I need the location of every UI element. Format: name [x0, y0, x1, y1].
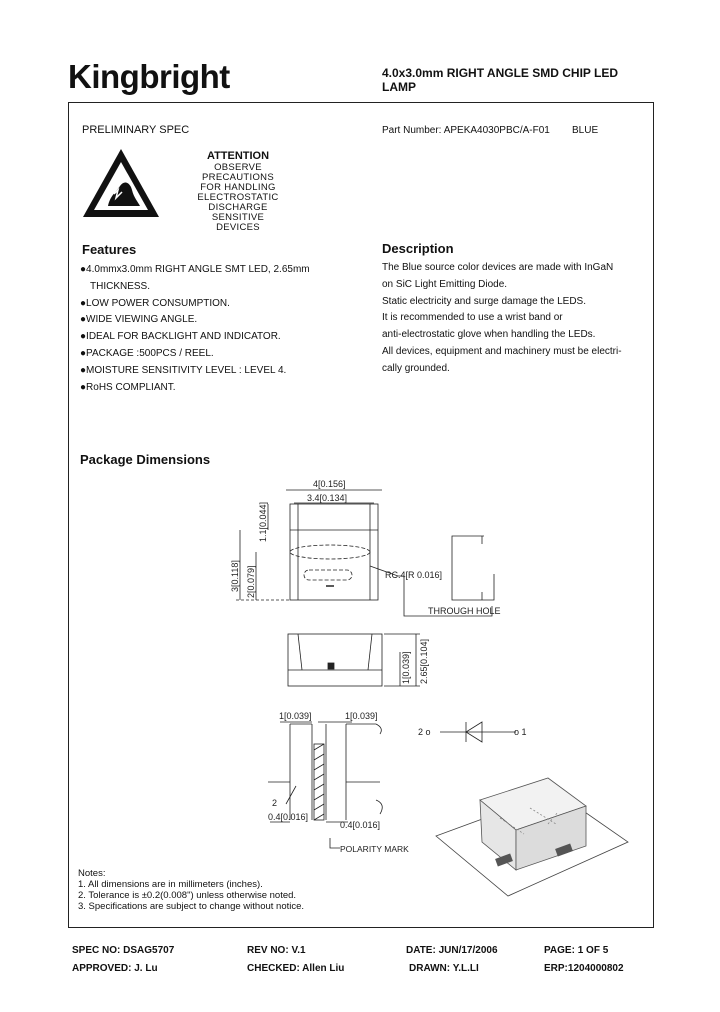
preliminary-spec-label: PRELIMINARY SPEC	[82, 124, 190, 136]
note-item: 2. Tolerance is ±0.2(0.008") unless otherwise noted.	[78, 890, 297, 901]
features-heading: Features	[82, 242, 137, 257]
description-line: The Blue source color devices are made with InGaN	[382, 262, 614, 273]
description-line: on SiC Light Emitting Diode.	[382, 278, 508, 290]
attention-line: OBSERVE PRECAUTIONS	[202, 162, 274, 183]
feature-item: ●IDEAL FOR BACKLIGHT AND INDICATOR.	[80, 331, 281, 343]
dim-label-thickness: 2.65[0.104]	[419, 638, 429, 684]
feature-item: ●PACKAGE :500PCS / REEL.	[80, 347, 214, 359]
dim-label-inner-width: 3.4[0.134]	[307, 493, 348, 503]
dim-label-width: 4[0.156]	[313, 479, 346, 489]
pin-1-label: o 1	[514, 727, 527, 737]
revision-number: REV NO: V.1	[247, 945, 306, 956]
description-line: It is recommended to use a wrist band or	[382, 312, 563, 324]
approved-by: APPROVED: J. Lu	[72, 963, 158, 974]
title-line-1: 4.0x3.0mm RIGHT ANGLE SMD CHIP LED	[382, 66, 619, 80]
attention-line: SENSITIVE	[211, 212, 265, 223]
description-line: All devices, equipment and machinery must be electri-	[382, 345, 622, 357]
feature-item: ●RoHS COMPLIANT.	[80, 381, 176, 393]
package-dimensions-heading: Package Dimensions	[80, 452, 211, 467]
part-number: Part Number: APEKA4030PBC/A-F01	[382, 125, 550, 136]
page-number: PAGE: 1 OF 5	[544, 945, 609, 956]
note-item: 3. Specifications are subject to change without notice.	[78, 901, 305, 912]
dim-label-radius: RC.4[R 0.016]	[385, 570, 443, 580]
through-hole-label: THROUGH HOLE	[428, 606, 501, 616]
attention-title: ATTENTION	[206, 150, 270, 162]
attention-line: FOR HANDLING	[200, 182, 276, 193]
dim-label-height: 3[0.118]	[230, 560, 240, 592]
feature-item: ●WIDE VIEWING ANGLE.	[80, 314, 198, 326]
polarity-mark-label: POLARITY MARK	[340, 844, 409, 854]
dim-label-pad-width-2: 1[0.039]	[345, 711, 378, 721]
dim-label-pad-width: 1[0.039]	[279, 711, 312, 721]
dim-label-pad-spacing: 2	[272, 798, 278, 808]
kingbright-logo: Kingbright	[68, 58, 230, 95]
notes-title: Notes:	[78, 868, 106, 879]
drawn-by: DRAWN: Y.L.LI	[409, 963, 479, 974]
erp-number: ERP:1204000802	[544, 963, 624, 974]
notes-block	[78, 868, 304, 912]
spec-number: SPEC NO: DSAG5707	[72, 945, 175, 956]
dim-label-gap-left: 0.4[0.016]	[268, 812, 309, 822]
feature-item: ●LOW POWER CONSUMPTION.	[80, 297, 230, 309]
description-line: anti-electrostatic glove when handling the LEDs.	[382, 329, 596, 341]
description-line: Static electricity and surge damage the LEDS.	[382, 295, 586, 307]
feature-item: ●MOISTURE SENSITIVITY LEVEL : LEVEL 4.	[80, 364, 287, 376]
led-3d-illustration	[436, 778, 628, 896]
pin-2-label: 2 o	[418, 727, 431, 737]
part-color: BLUE	[572, 125, 599, 136]
attention-line: DEVICES	[216, 222, 260, 233]
title-line-2: LAMP	[382, 80, 416, 94]
dim-label-lower-height: 2[0.079]	[246, 565, 256, 598]
feature-item: THICKNESS.	[90, 280, 151, 292]
description-heading: Description	[382, 241, 454, 256]
dim-label-lens-height: 1[0.039]	[401, 651, 411, 684]
attention-line: ELECTROSTATIC	[197, 192, 279, 203]
dim-label-gap-right: 0.4[0.016]	[340, 820, 381, 830]
issue-date: DATE: JUN/17/2006	[406, 945, 498, 956]
description-line: cally grounded.	[382, 362, 450, 374]
diode-symbol	[440, 722, 516, 742]
feature-item: ●4.0mmx3.0mm RIGHT ANGLE SMT LED, 2.65mm	[80, 264, 310, 275]
checked-by: CHECKED: Allen Liu	[247, 963, 345, 974]
dim-label-top-height: 1.1[0.044]	[258, 501, 268, 542]
attention-line: DISCHARGE	[208, 202, 268, 213]
note-item: 1. All dimensions are in millimeters (inches).	[78, 879, 263, 890]
